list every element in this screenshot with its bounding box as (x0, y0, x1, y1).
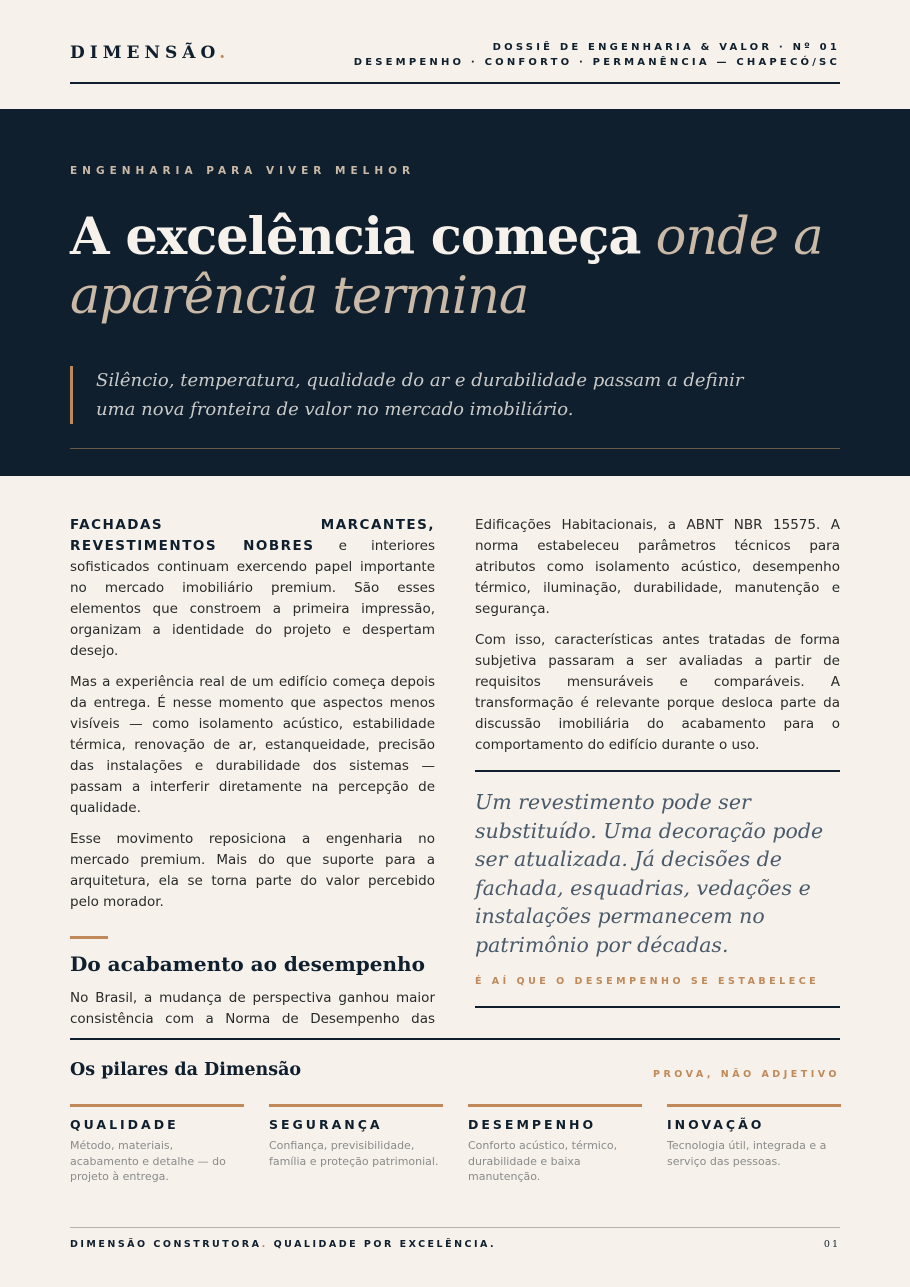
page-header (70, 0, 840, 84)
pillar-desc: Conforto acústico, térmico, durabilidade e baixa manutenção. (468, 1139, 618, 1183)
paragraph-1 (70, 515, 435, 662)
hero-eyebrow: ENGENHARIA PARA VIVER MELHOR (70, 165, 416, 177)
pillar-innovation (667, 1104, 841, 1169)
paragraph-4: No Brasil, a mudança de perspectiva ganhou maior consistência com a Norma de Desempenho das (70, 990, 435, 1027)
pull-quote-text: Um revestimento pode ser substituído. Uma decoração pode ser atualizada. Já decisões de fachada, esquadrias, vedações e instalações permanecem no patrimônio por décadas. (475, 790, 824, 957)
pillars-tag: PROVA, NÃO ADJETIVO (653, 1069, 840, 1080)
paragraph-1-caps: FACHADAS MARCANTES, REVESTIMENTOS NOBRES (70, 517, 435, 554)
hero-divider (70, 448, 840, 449)
brand-name: DIMENSÃO (70, 43, 220, 63)
pull-quote-caption: É AÍ QUE O DESEMPENHO SE ESTABELECE (475, 976, 820, 987)
issue-meta-line1: DOSSIÊ DE ENGENHARIA & VALOR · Nº 01 (492, 42, 840, 53)
pull-quote (475, 770, 840, 1008)
brand-logo (70, 43, 230, 63)
pillar-desc: Método, materiais, acabamento e detalhe — do projeto à entrega. (70, 1139, 226, 1183)
article-column-left (70, 515, 435, 1040)
footer-dot: . (261, 1239, 268, 1250)
section-subheading: Do acabamento ao desempenho (70, 952, 425, 976)
footer-tagline (70, 1239, 496, 1250)
paragraph-1-text: e interiores sofisticados continuam exercendo papel importante no mercado imobiliário premium. São esses elementos que constroem a primeira impressão, organizam a identidade do projeto e despertam desejo. (70, 538, 435, 659)
pillar-name: SEGURANÇA (269, 1117, 383, 1132)
paragraph-4-continued (475, 515, 840, 620)
paragraph-4-continued-text: Edificações Habitacionais, a ABNT NBR 15575. A norma estabeleceu parâmetros técnicos para atributos como isolamento acústico, desempenho térmico, iluminação, durabilidade, manutenção e segurança. (475, 517, 840, 617)
pillar-quality (70, 1104, 244, 1185)
page-number: 01 (823, 1239, 840, 1250)
hero-headline (70, 208, 850, 326)
pillar-name: DESEMPENHO (468, 1117, 597, 1132)
section-accent-bar (70, 936, 108, 939)
hero-lead: Silêncio, temperatura, qualidade do ar e durabilidade passam a definir uma nova fronteira de valor no mercado imobiliário. (70, 366, 776, 424)
pillar-name: QUALIDADE (70, 1117, 179, 1132)
headline-bold: A excelência começa (70, 207, 641, 267)
issue-meta-line2: DESEMPENHO · CONFORTO · PERMANÊNCIA — CHAPECÓ/SC (353, 57, 840, 68)
pillar-desc: Confiança, previsibilidade, família e proteção patrimonial. (269, 1139, 439, 1168)
pillar-desc: Tecnologia útil, integrada e a serviço das pessoas. (667, 1139, 827, 1168)
paragraph-3: Esse movimento reposiciona a engenharia no mercado premium. Mais do que suporte para a arquitetura, ela se torna parte do valor percebido pelo morador. (70, 831, 435, 910)
pillar-security (269, 1104, 443, 1169)
paragraph-2: Mas a experiência real de um edifício começa depois da entrega. É nesse momento que aspectos menos visíveis — como isolamento acústico, estabilidade térmica, renovação de ar, estanqueidade, precisão das instalações e durabilidade dos sistemas — passam a interferir diretamente na percepção de qualidade. (70, 674, 435, 816)
article-column-right (475, 515, 840, 1008)
headline-italic: onde a aparência termina (70, 208, 823, 326)
pillars-title: Os pilares da Dimensão (70, 1060, 302, 1080)
paragraph-5: Com isso, características antes tratadas de forma subjetiva passaram a ser avaliadas a partir de requisitos mensuráveis e comparáveis. A transformação é relevante porque desloca parte da discussão imobiliária do acabamento para o comportamento do edifício durante o uso. (475, 632, 840, 753)
pillars-section (70, 1038, 840, 1183)
footer-company: DIMENSÃO CONSTRUTORA (70, 1239, 262, 1250)
brand-dot: . (219, 43, 231, 63)
pillar-performance (468, 1104, 642, 1185)
pillar-name: INOVAÇÃO (667, 1117, 765, 1132)
footer-slogan: QUALIDADE POR EXCELÊNCIA. (267, 1239, 497, 1250)
issue-meta (354, 40, 840, 70)
page-footer (70, 1227, 840, 1250)
